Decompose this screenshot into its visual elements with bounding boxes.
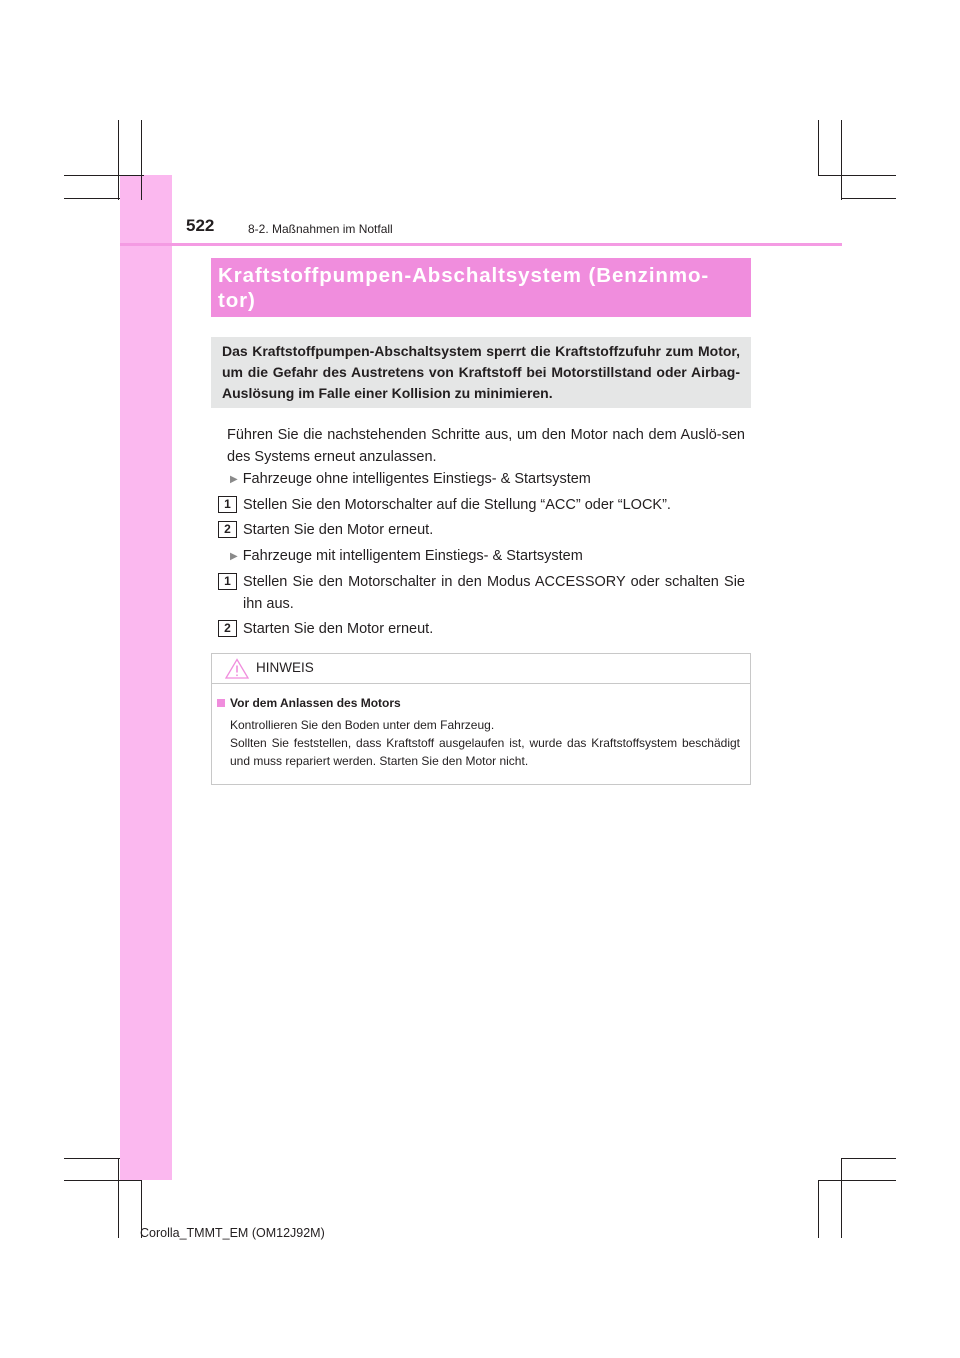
step-number-badge: 2	[218, 620, 237, 637]
intro-summary: Das Kraftstoffpumpen-Abschaltsystem sperrt die Kraftstoffzufuhr zum Motor, um die Gefahr des Austretens von Kraftstoff bei Motorstillstand oder Airbag-Auslösung im Falle einer Kollision zu minimieren.	[211, 337, 751, 408]
notice-item-title	[217, 696, 401, 710]
triangle-bullet-icon: ▶	[230, 551, 238, 562]
step-text: Starten Sie den Motor erneut.	[243, 621, 434, 637]
page-title-line-1: Kraftstoffpumpen-Abschaltsystem (Benzinmo-	[218, 264, 710, 287]
notice-label: HINWEIS	[256, 660, 314, 675]
notice-line: Kontrollieren Sie den Boden unter dem Fahrzeug.	[230, 718, 495, 732]
section-label: 8-2. Maßnahmen im Notfall	[248, 222, 393, 236]
page-number: 522	[186, 216, 215, 235]
notice-body	[230, 716, 740, 770]
group-heading-text: Fahrzeuge mit intelligentem Einstiegs- & Startsystem	[242, 548, 583, 564]
step-text: Stellen Sie den Motorschalter in den Modus ACCESSORY oder schalten Sie ihn aus.	[243, 574, 745, 612]
header-rule	[120, 243, 842, 246]
square-bullet-icon	[217, 699, 225, 707]
notice-box	[211, 653, 751, 785]
group-heading	[230, 545, 583, 568]
step-number-badge: 1	[218, 573, 237, 590]
step-number-badge: 1	[218, 496, 237, 513]
step-text: Stellen Sie den Motorschalter auf die Stellung “ACC” oder “LOCK”.	[243, 497, 671, 513]
notice-line: Sollten Sie feststellen, dass Kraftstoff ausgelaufen ist, wurde das Kraftstoffsystem beschädigt und muss repariert werden. Starten Sie den Motor nicht.	[230, 736, 740, 768]
triangle-bullet-icon: ▶	[230, 474, 238, 485]
title-banner	[211, 258, 751, 317]
step-text: Starten Sie den Motor erneut.	[243, 522, 434, 538]
page-title-line-2: tor)	[218, 289, 256, 312]
footer-model-code: Corolla_TMMT_EM (OM12J92M)	[140, 1226, 325, 1240]
body-paragraph: Führen Sie die nachstehenden Schritte aus, um den Motor nach dem Auslö-sen des Systems erneut anzulassen.	[227, 427, 745, 465]
page-side-strip	[120, 175, 172, 1180]
warning-triangle-icon	[225, 658, 249, 679]
notice-item-title-text: Vor dem Anlassen des Motors	[230, 696, 401, 710]
step-number-badge: 2	[218, 521, 237, 538]
group-heading	[230, 468, 591, 491]
group-heading-text: Fahrzeuge ohne intelligentes Einstiegs- & Startsystem	[242, 471, 591, 487]
notice-header	[212, 654, 750, 684]
